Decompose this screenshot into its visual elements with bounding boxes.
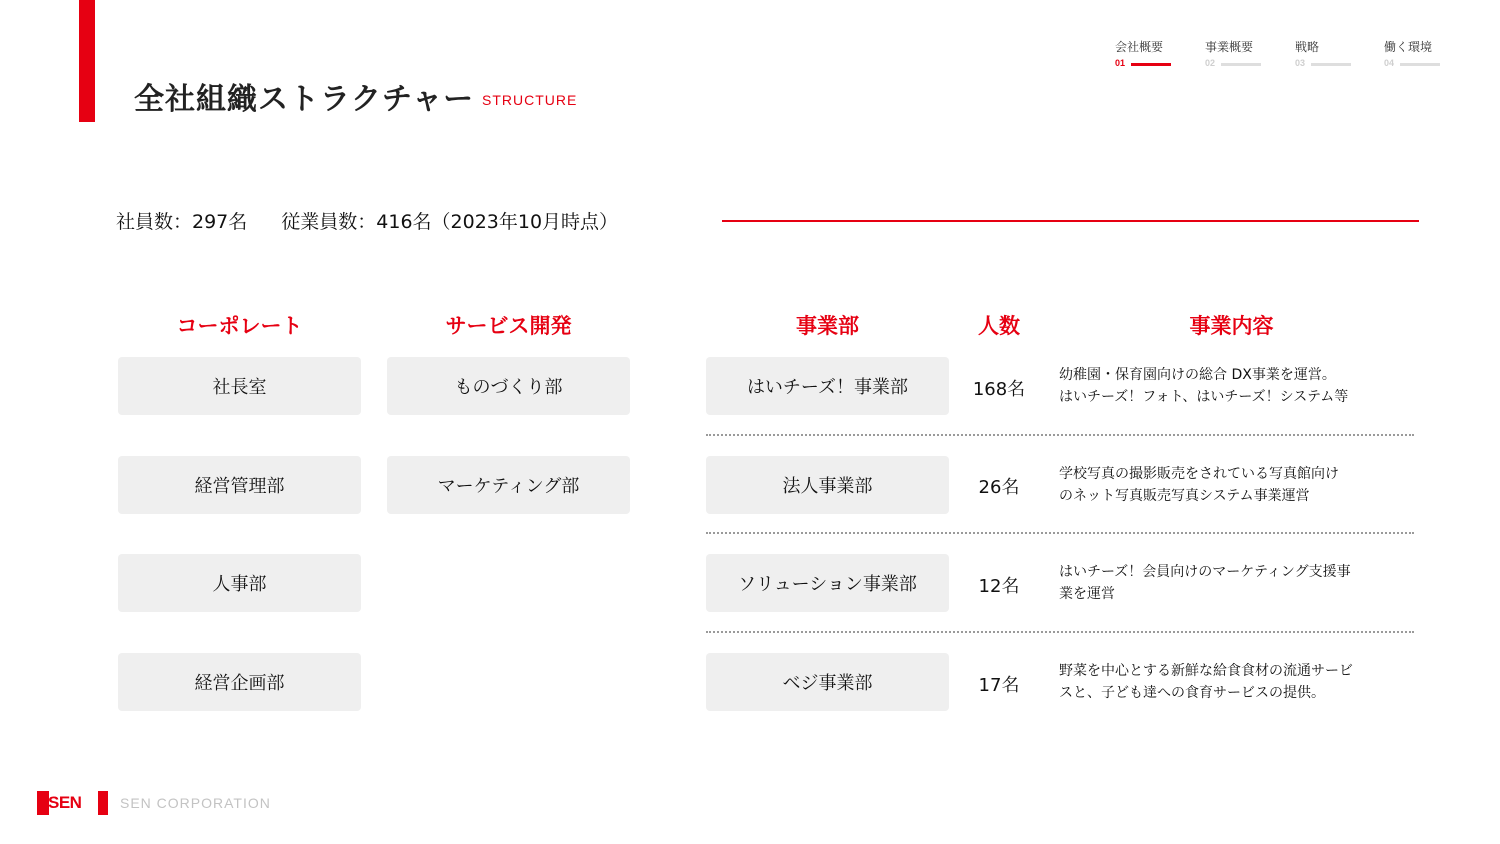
nav-label: 戦略 <box>1295 40 1320 54</box>
headcount-heading: 人数 <box>978 314 1020 338</box>
nav-indicator <box>1400 63 1440 66</box>
division-description <box>1059 364 1404 408</box>
description-line: スと、子ども達への食育サービスの提供。 <box>1059 685 1325 701</box>
worker-count: 従業員数：416名（2023年10月時点） <box>281 211 619 233</box>
red-divider <box>722 220 1419 222</box>
division-count: 26名 <box>978 477 1020 498</box>
employee-counts <box>116 207 618 234</box>
nav-number: 04 <box>1384 58 1395 68</box>
dept-box-planning: 経営企画部 <box>118 653 361 711</box>
page-subtitle: STRUCTURE <box>482 92 578 108</box>
division-count: 168名 <box>972 379 1026 400</box>
nav-item-strategy[interactable] <box>1295 38 1359 68</box>
division-count: 17名 <box>978 675 1020 696</box>
description-line: 幼稚園・保育園向けの総合 DX事業を運営。 <box>1059 367 1336 383</box>
company-logo <box>37 791 108 815</box>
staff-count: 社員数：297名 <box>116 211 248 233</box>
nav-label: 会社概要 <box>1115 40 1164 54</box>
nav-number: 02 <box>1205 58 1216 68</box>
nav-indicator <box>1311 63 1351 66</box>
dept-box-marketing: マーケティング部 <box>387 456 630 514</box>
division-box: 法人事業部 <box>706 456 949 514</box>
nav-item-business[interactable] <box>1205 38 1269 68</box>
nav-number: 01 <box>1115 58 1126 68</box>
description-line: はいチーズ！会員向けのマーケティング支援事 <box>1059 564 1351 580</box>
corporate-heading: コーポレート <box>176 314 303 338</box>
title-accent-bar <box>79 0 95 122</box>
nav-item-environment[interactable] <box>1384 38 1448 68</box>
dotted-divider <box>706 631 1414 633</box>
nav-label: 事業概要 <box>1205 40 1254 54</box>
dept-box-manufacturing: ものづくり部 <box>387 357 630 415</box>
nav-number: 03 <box>1295 58 1306 68</box>
logo-text: SEN <box>48 793 82 812</box>
dept-box-management: 経営管理部 <box>118 456 361 514</box>
division-box: ソリューション事業部 <box>706 554 949 612</box>
division-description <box>1059 561 1404 605</box>
division-box: ベジ事業部 <box>706 653 949 711</box>
nav-indicator <box>1221 63 1261 66</box>
dotted-divider <box>706 434 1414 436</box>
nav-label: 働く環境 <box>1384 40 1433 54</box>
dept-box-president-office: 社長室 <box>118 357 361 415</box>
company-name: SEN CORPORATION <box>120 795 271 811</box>
division-box: はいチーズ！事業部 <box>706 357 949 415</box>
division-description <box>1059 660 1404 704</box>
description-line: 野菜を中心とする新鮮な給食食材の流通サービ <box>1059 663 1353 679</box>
description-line: 学校写真の撮影販売をされている写真館向け <box>1059 466 1339 482</box>
content-heading: 事業内容 <box>1189 314 1274 338</box>
division-count: 12名 <box>978 576 1020 597</box>
dept-box-hr: 人事部 <box>118 554 361 612</box>
division-heading: 事業部 <box>796 314 859 338</box>
description-line: はいチーズ！フォト、はいチーズ！システム等 <box>1059 389 1349 405</box>
description-line: のネット写真販売写真システム事業運営 <box>1059 488 1310 504</box>
dotted-divider <box>706 532 1414 534</box>
page-title: 全社組織ストラクチャー <box>134 82 475 117</box>
nav-indicator <box>1131 63 1171 66</box>
division-description <box>1059 463 1404 507</box>
service-dev-heading: サービス開発 <box>445 314 572 338</box>
logo-bar-right <box>98 791 108 815</box>
nav-item-company[interactable] <box>1115 38 1179 68</box>
description-line: 業を運営 <box>1059 586 1115 602</box>
